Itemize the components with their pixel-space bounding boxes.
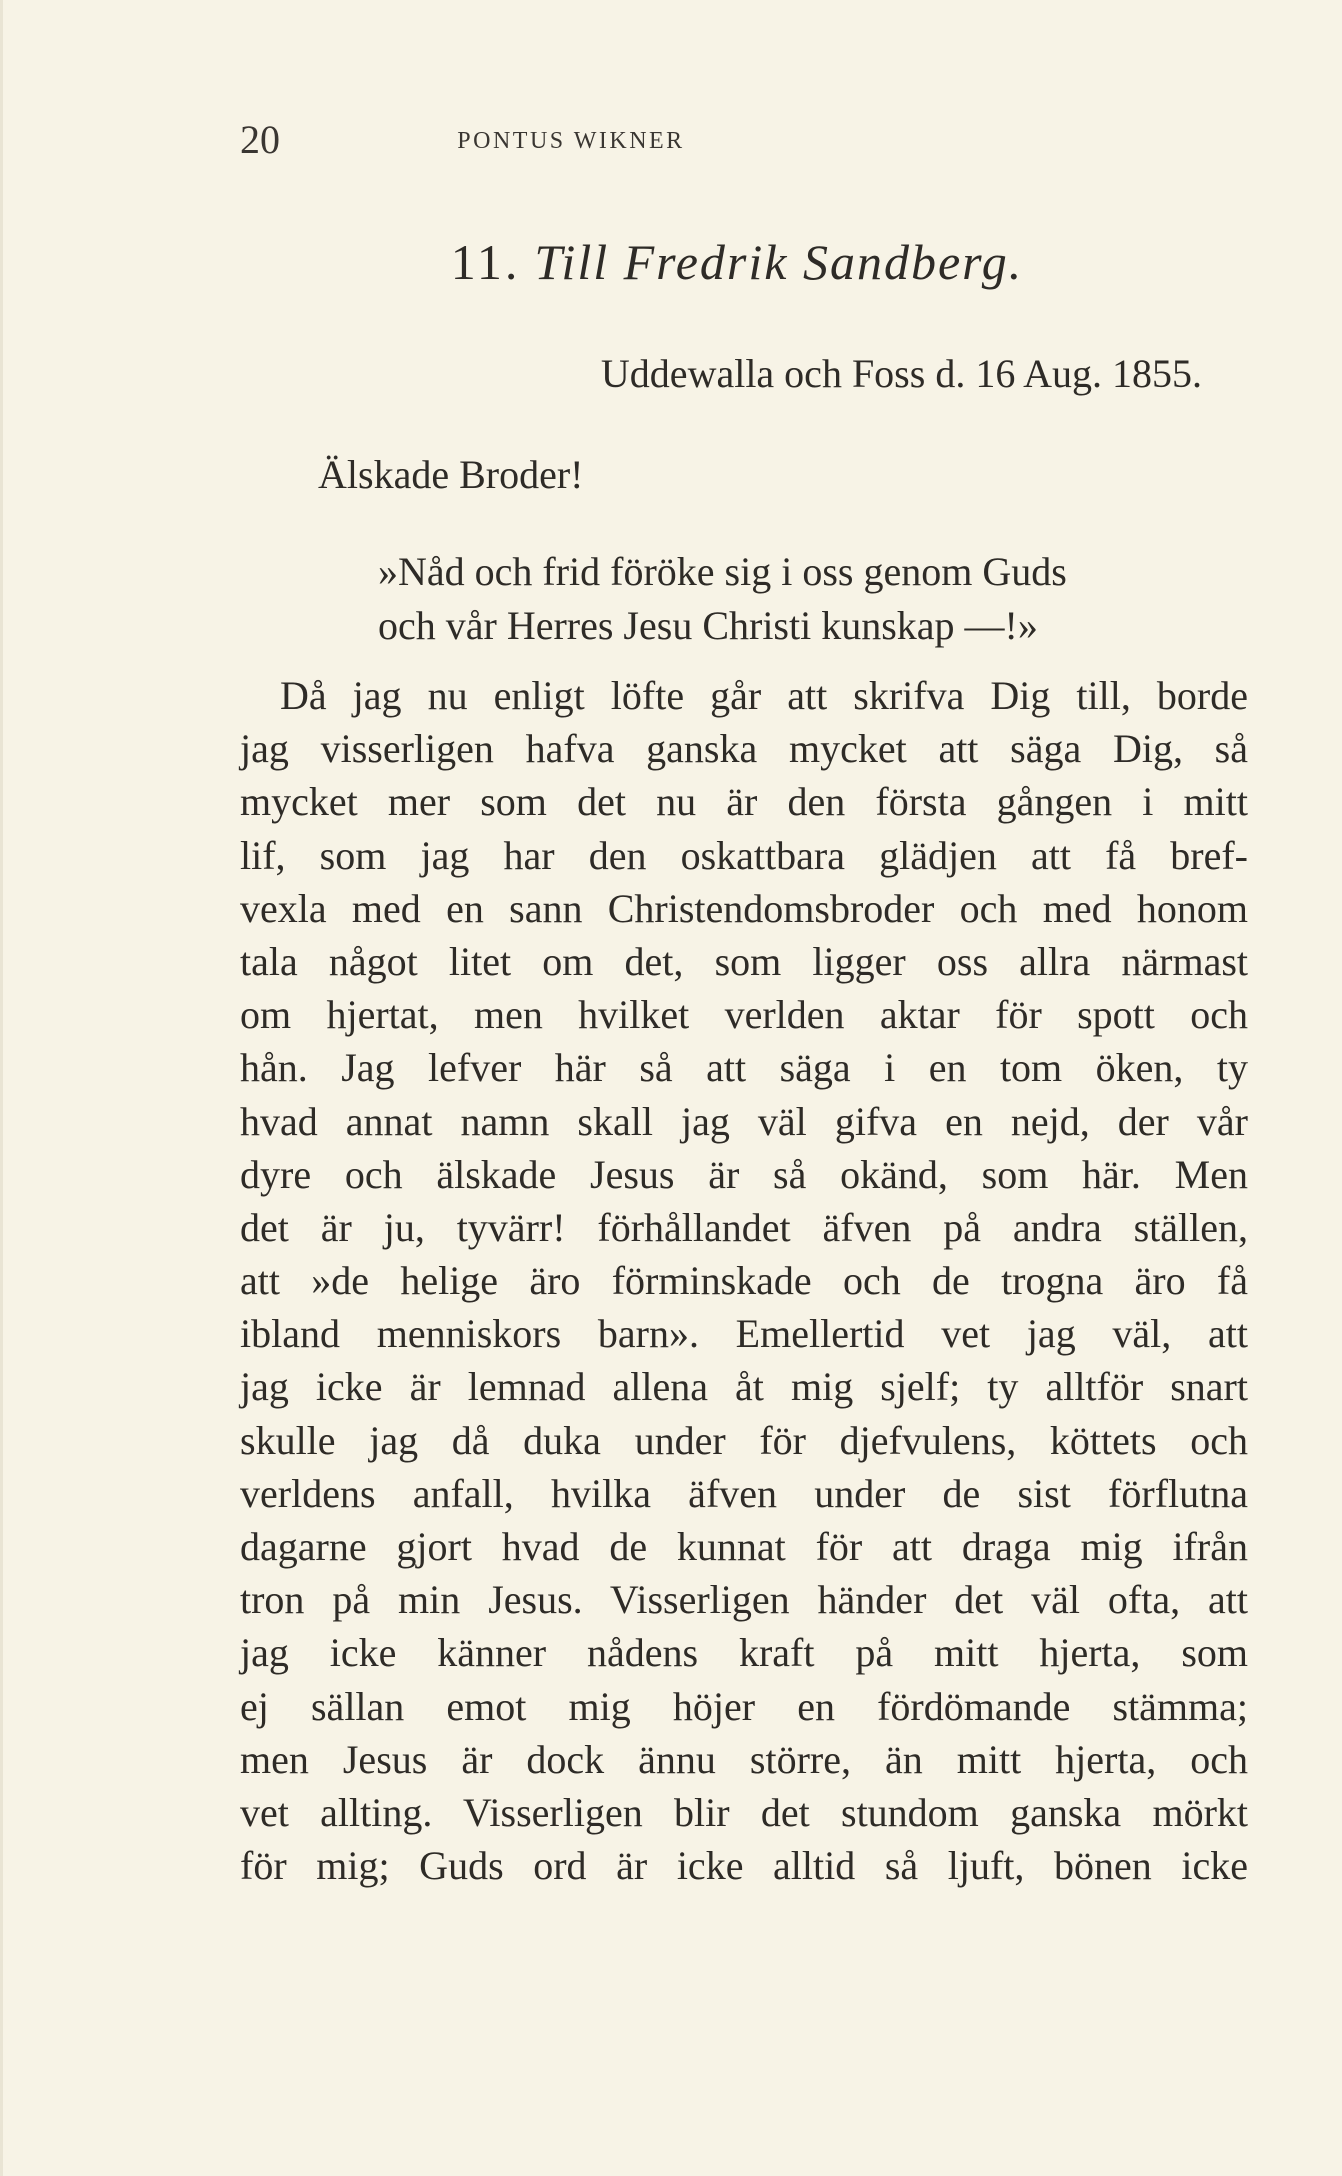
body-line: ej sällan emot mig höjer en fördömande stämma; — [240, 1683, 1248, 1729]
body-line: dyre och älskade Jesus är så okänd, som här. Men — [240, 1151, 1248, 1197]
body-line: hvad annat namn skall jag väl gifva en nejd, der vår — [240, 1098, 1248, 1144]
body-line: jag icke är lemnad allena åt mig sjelf; ty alltför snart — [240, 1364, 1248, 1410]
quote-line: »Nåd och frid föröke sig i oss genom Guds — [378, 549, 1067, 594]
running-head-author: PONTUS WIKNER — [457, 128, 685, 154]
page-edge — [0, 0, 3, 2176]
letter-salutation: Älskade Broder! — [318, 452, 584, 497]
body-line: vexla med en sann Christendomsbroder och med honom — [240, 885, 1248, 931]
body-line: men Jesus är dock ännu större, än mitt hjerta, och — [240, 1736, 1248, 1782]
body-line: skulle jag då duka under för djefvulens, köttets och — [240, 1417, 1248, 1463]
letter-dateline: Uddewalla och Foss d. 16 Aug. 1855. — [600, 351, 1202, 396]
running-head — [240, 117, 902, 162]
letter-heading — [240, 232, 1234, 292]
body-line: om hjertat, men hvilket verlden aktar för spott och — [240, 992, 1248, 1038]
body-line: mycket mer som det nu är den första gången i mitt — [240, 779, 1248, 825]
body-line: lif, som jag har den oskattbara glädjen att få bref- — [240, 832, 1248, 878]
body-line: vet allting. Visserligen blir det stundom ganska mörkt — [240, 1789, 1248, 1835]
body-line: ibland menniskors barn». Emellertid vet jag väl, att — [240, 1311, 1248, 1357]
body-line: hån. Jag lefver här så att säga i en tom öken, ty — [240, 1045, 1248, 1091]
page-number: 20 — [240, 117, 280, 162]
body-line: verldens anfall, hvilka äfven under de sist förflutna — [240, 1470, 1248, 1516]
opening-quote — [378, 546, 1248, 654]
letter-body — [240, 670, 1248, 1893]
body-line: jag icke känner nådens kraft på mitt hjerta, som — [240, 1630, 1248, 1676]
body-line: tala något litet om det, som ligger oss allra närmast — [240, 938, 1248, 984]
quote-line: och vår Herres Jesu Christi kunskap —!» — [378, 603, 1038, 648]
letter-number: 11. — [450, 234, 521, 290]
body-line: för mig; Guds ord är icke alltid så ljuft, bönen icke — [240, 1843, 1248, 1889]
body-line: dagarne gjort hvad de kunnat för att draga mig ifrån — [240, 1524, 1248, 1569]
body-line: det är ju, tyvärr! förhållandet äfven på andra ställen, — [240, 1204, 1248, 1250]
body-line: jag visserligen hafva ganska mycket att säga Dig, så — [240, 726, 1248, 772]
body-line: att »de helige äro förminskade och de trogna äro få — [240, 1258, 1248, 1304]
body-line: tron på min Jesus. Visserligen händer det väl ofta, att — [240, 1577, 1248, 1623]
letter-title: Till Fredrik Sandberg. — [534, 234, 1024, 290]
body-line: Då jag nu enligt löfte går att skrifva Dig till, borde — [280, 673, 1248, 718]
